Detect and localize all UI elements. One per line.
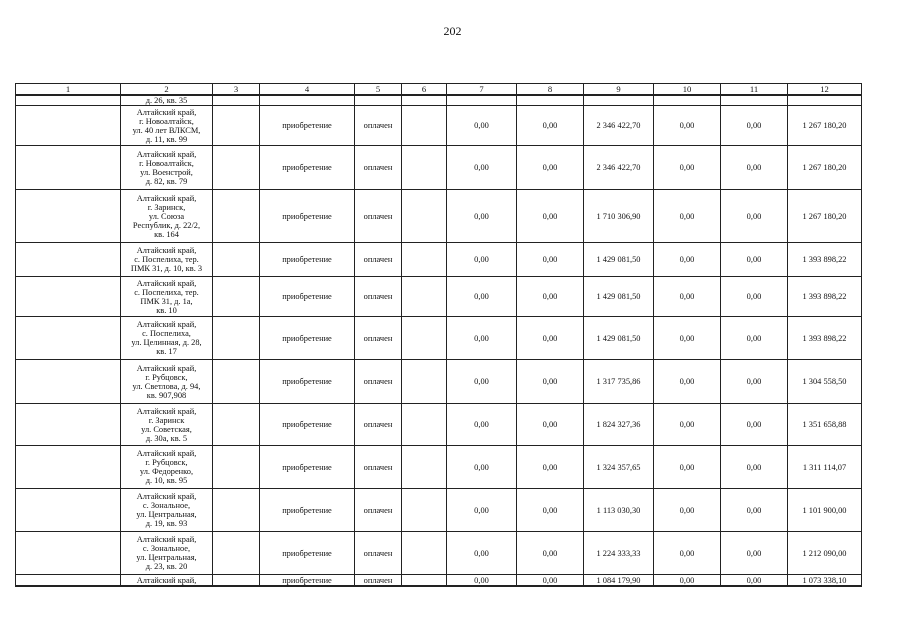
address-line: д. 19, кв. 93	[145, 519, 188, 528]
table-body	[16, 84, 862, 587]
address-line: ПМК 31, д. 1а,	[140, 296, 193, 306]
address-line: с. Зональное,	[142, 501, 191, 510]
cell-col-6	[402, 190, 447, 243]
amount-col-8: 0,00	[517, 106, 584, 146]
amount-col-8: 0,00	[517, 317, 584, 360]
table-row	[16, 317, 862, 360]
cell-col-3	[213, 360, 260, 404]
payment-status-cell: оплачен	[355, 146, 402, 190]
acquisition-type-cell: приобретение	[260, 360, 355, 404]
address-line: Алтайский край,	[136, 320, 197, 329]
amount-col-12: 1 393 898,22	[788, 243, 862, 277]
amount-col-11: 0,00	[721, 446, 788, 489]
table-row	[16, 277, 862, 317]
amount-col-9: 1 113 030,30	[584, 489, 654, 532]
amount-col-12: 1 073 338,10	[788, 575, 862, 587]
table-row	[16, 360, 862, 404]
address-cell	[121, 360, 213, 404]
payment-status-cell: оплачен	[355, 532, 402, 575]
table-row	[16, 404, 862, 446]
amount-col-10: 0,00	[654, 146, 721, 190]
address-line: ул. Целинная, д. 28,	[131, 338, 202, 347]
amount-col-12: 1 212 090,00	[788, 532, 862, 575]
address-cell	[121, 404, 213, 446]
address-line: ул. Военстрой,	[140, 167, 193, 177]
address-line: г. Новоалтайск,	[139, 116, 194, 126]
amount-col-7: 0,00	[447, 360, 517, 404]
cell	[654, 95, 721, 106]
amount-col-9: 1 824 327,36	[584, 404, 654, 446]
amount-col-9: 1 324 357,65	[584, 446, 654, 489]
table-row	[16, 190, 862, 243]
amount-col-9: 1 084 179,90	[584, 575, 654, 587]
address-line: г. Рубцовск,	[145, 372, 188, 382]
amount-col-7: 0,00	[447, 489, 517, 532]
cell-col-1	[16, 404, 121, 446]
cell-col-3	[213, 489, 260, 532]
column-number: 8	[517, 84, 584, 96]
cell	[213, 95, 260, 106]
address-line: д. 30а, кв. 5	[145, 433, 188, 443]
amount-col-11: 0,00	[721, 489, 788, 532]
address-line: Алтайский край,	[136, 193, 197, 203]
amount-col-10: 0,00	[654, 190, 721, 243]
amount-col-12: 1 311 114,07	[788, 446, 862, 489]
payment-status-cell: оплачен	[355, 243, 402, 277]
amount-col-12: 1 267 180,20	[788, 106, 862, 146]
amount-col-10: 0,00	[654, 446, 721, 489]
amount-col-11: 0,00	[721, 404, 788, 446]
column-number: 12	[788, 84, 862, 96]
address-line: ул. Союза	[148, 211, 185, 221]
amount-col-7: 0,00	[447, 575, 517, 587]
amount-col-12: 1 267 180,20	[788, 190, 862, 243]
address-cell	[121, 532, 213, 575]
cell-col-3	[213, 404, 260, 446]
address-line: г. Заринск,	[147, 202, 186, 212]
address-cell	[121, 446, 213, 489]
address-cell	[121, 317, 213, 360]
acquisition-type-cell: приобретение	[260, 243, 355, 277]
cell	[517, 95, 584, 106]
amount-col-7: 0,00	[447, 277, 517, 317]
column-number: 4	[260, 84, 355, 96]
address-line: Алтайский край,	[136, 575, 197, 585]
amount-col-11: 0,00	[721, 106, 788, 146]
amount-col-8: 0,00	[517, 532, 584, 575]
cell-col-3	[213, 106, 260, 146]
address-cell	[121, 243, 213, 277]
amount-col-9: 1 429 081,50	[584, 277, 654, 317]
cell-col-1	[16, 190, 121, 243]
amount-col-9: 1 429 081,50	[584, 243, 654, 277]
amount-col-8: 0,00	[517, 575, 584, 587]
table-row	[16, 575, 862, 587]
amount-col-9: 2 346 422,70	[584, 146, 654, 190]
cell-col-6	[402, 243, 447, 277]
table-row	[16, 532, 862, 575]
amount-col-9: 2 346 422,70	[584, 106, 654, 146]
amount-col-12: 1 101 900,00	[788, 489, 862, 532]
amount-col-11: 0,00	[721, 190, 788, 243]
address-line: д. 11, кв. 99	[145, 134, 188, 144]
cell	[584, 95, 654, 106]
acquisition-type-cell: приобретение	[260, 106, 355, 146]
amount-col-8: 0,00	[517, 146, 584, 190]
amount-col-12: 1 304 558,50	[788, 360, 862, 404]
amount-col-10: 0,00	[654, 489, 721, 532]
cell	[788, 95, 862, 106]
amount-col-10: 0,00	[654, 404, 721, 446]
cell-col-3	[213, 277, 260, 317]
amount-col-9: 1 710 306,90	[584, 190, 654, 243]
address-line: д. 10, кв. 95	[145, 476, 188, 485]
amount-col-7: 0,00	[447, 146, 517, 190]
acquisition-type-cell: приобретение	[260, 190, 355, 243]
cell-col-6	[402, 446, 447, 489]
cell	[402, 95, 447, 106]
acquisition-type-cell: приобретение	[260, 277, 355, 317]
cell-col-3	[213, 317, 260, 360]
cell-col-3	[213, 532, 260, 575]
amount-col-12: 1 267 180,20	[788, 146, 862, 190]
address-line: кв. 17	[156, 347, 177, 356]
amount-col-11: 0,00	[721, 277, 788, 317]
amount-col-8: 0,00	[517, 489, 584, 532]
acquisition-type-cell: приобретение	[260, 146, 355, 190]
column-number: 3	[213, 84, 260, 96]
amount-col-7: 0,00	[447, 404, 517, 446]
cell-col-6	[402, 146, 447, 190]
column-number: 7	[447, 84, 517, 96]
amount-col-12: 1 393 898,22	[788, 317, 862, 360]
address-line: с. Поспелиха,	[142, 329, 191, 338]
amount-col-8: 0,00	[517, 446, 584, 489]
amount-col-12: 1 393 898,22	[788, 277, 862, 317]
address-cell	[121, 277, 213, 317]
acquisition-type-cell: приобретение	[260, 446, 355, 489]
address-line: кв. 164	[154, 229, 179, 239]
address-line: Алтайский край,	[136, 107, 197, 117]
cell-col-3	[213, 243, 260, 277]
address-line: д. 82, кв. 79	[145, 176, 188, 186]
acquisition-type-cell: приобретение	[260, 532, 355, 575]
address-line: ул. Федоренко,	[139, 467, 194, 476]
table-row	[16, 489, 862, 532]
payment-status-cell: оплачен	[355, 317, 402, 360]
address-cell	[121, 146, 213, 190]
cell-col-1	[16, 277, 121, 317]
continued-row	[16, 95, 862, 106]
cell-col-1	[16, 575, 121, 587]
amount-col-7: 0,00	[447, 532, 517, 575]
amount-col-10: 0,00	[654, 277, 721, 317]
amount-col-9: 1 429 081,50	[584, 317, 654, 360]
cell-col-1	[16, 532, 121, 575]
amount-col-10: 0,00	[654, 532, 721, 575]
payment-status-cell: оплачен	[355, 277, 402, 317]
amount-col-10: 0,00	[654, 575, 721, 587]
address-line: ул. Светлова, д. 94,	[132, 381, 201, 391]
column-number-row	[16, 84, 862, 96]
column-number: 9	[584, 84, 654, 96]
amount-col-11: 0,00	[721, 360, 788, 404]
cell-col-6	[402, 106, 447, 146]
address-line: Республик, д. 22/2,	[132, 220, 201, 230]
amount-col-10: 0,00	[654, 317, 721, 360]
cell-col-3	[213, 446, 260, 489]
page-number: 202	[443, 24, 462, 38]
address-line: Алтайский край,	[136, 535, 197, 544]
cell-col-6	[402, 317, 447, 360]
address-line: д. 23, кв. 20	[145, 562, 188, 571]
cell	[447, 95, 517, 106]
cell-col-6	[402, 489, 447, 532]
column-number: 5	[355, 84, 402, 96]
address-cell	[121, 106, 213, 146]
table-row	[16, 243, 862, 277]
acquisition-type-cell: приобретение	[260, 317, 355, 360]
address-line: с. Поспелиха, тер.	[134, 287, 199, 297]
acquisition-type-cell: приобретение	[260, 404, 355, 446]
cell-col-1	[16, 146, 121, 190]
cell-col-1	[16, 106, 121, 146]
table-row	[16, 446, 862, 489]
register-table	[15, 83, 862, 587]
amount-col-8: 0,00	[517, 277, 584, 317]
table-row	[16, 146, 862, 190]
amount-col-7: 0,00	[447, 190, 517, 243]
amount-col-11: 0,00	[721, 243, 788, 277]
address-line: ул. Советская,	[141, 424, 192, 434]
cell-col-3	[213, 190, 260, 243]
address-line: с. Зональное,	[142, 544, 191, 553]
cell-col-1	[16, 317, 121, 360]
address-cell	[121, 190, 213, 243]
column-number: 2	[121, 84, 213, 96]
amount-col-7: 0,00	[447, 243, 517, 277]
amount-col-11: 0,00	[721, 575, 788, 587]
payment-status-cell: оплачен	[355, 190, 402, 243]
address-line: г. Рубцовск,	[145, 458, 188, 467]
address-line: ул. Центральная,	[136, 510, 197, 519]
address-line: Алтайский край,	[136, 363, 197, 373]
cell-col-1	[16, 446, 121, 489]
column-number: 6	[402, 84, 447, 96]
payment-status-cell: оплачен	[355, 446, 402, 489]
address-line: кв. 10	[156, 305, 177, 315]
cell-col-1	[16, 360, 121, 404]
cell-col-3	[213, 575, 260, 587]
amount-col-11: 0,00	[721, 317, 788, 360]
cell	[16, 95, 121, 106]
payment-status-cell: оплачен	[355, 106, 402, 146]
address-line: г. Заринск	[148, 415, 185, 425]
address-line: ПМК 31, д. 10, кв. 3	[130, 264, 203, 273]
amount-col-10: 0,00	[654, 243, 721, 277]
cell	[355, 95, 402, 106]
address-cell	[121, 575, 213, 587]
acquisition-type-cell: приобретение	[260, 489, 355, 532]
payment-status-cell: оплачен	[355, 489, 402, 532]
cell-col-6	[402, 277, 447, 317]
cell-col-1	[16, 243, 121, 277]
amount-col-7: 0,00	[447, 317, 517, 360]
amount-col-7: 0,00	[447, 106, 517, 146]
amount-col-11: 0,00	[721, 532, 788, 575]
cell-col-6	[402, 532, 447, 575]
amount-col-10: 0,00	[654, 360, 721, 404]
address-continuation: д. 26, кв. 35	[121, 95, 213, 106]
amount-col-8: 0,00	[517, 404, 584, 446]
amount-col-9: 1 317 735,86	[584, 360, 654, 404]
address-line: ул. Центральная,	[136, 553, 197, 562]
address-line: кв. 907,908	[146, 390, 187, 400]
table-row	[16, 106, 862, 146]
address-cell	[121, 489, 213, 532]
cell-col-6	[402, 404, 447, 446]
payment-status-cell: оплачен	[355, 575, 402, 587]
amount-col-10: 0,00	[654, 106, 721, 146]
amount-col-8: 0,00	[517, 190, 584, 243]
address-line: Алтайский край,	[136, 406, 197, 416]
column-number: 1	[16, 84, 121, 96]
amount-col-8: 0,00	[517, 243, 584, 277]
amount-col-11: 0,00	[721, 146, 788, 190]
amount-col-9: 1 224 333,33	[584, 532, 654, 575]
address-line: Алтайский край,	[136, 246, 197, 255]
amount-col-7: 0,00	[447, 446, 517, 489]
cell-col-3	[213, 146, 260, 190]
address-line: Алтайский край,	[136, 278, 197, 288]
cell-col-1	[16, 489, 121, 532]
address-line: Алтайский край,	[136, 449, 197, 458]
acquisition-type-cell: приобретение	[260, 575, 355, 587]
address-line: с. Поспелиха, тер.	[134, 255, 199, 264]
address-line: г. Новоалтайск,	[139, 158, 194, 168]
cell	[721, 95, 788, 106]
amount-col-8: 0,00	[517, 360, 584, 404]
column-number: 10	[654, 84, 721, 96]
amount-col-12: 1 351 658,88	[788, 404, 862, 446]
cell-col-6	[402, 360, 447, 404]
address-line: ул. 40 лет ВЛКСМ,	[132, 125, 201, 135]
payment-status-cell: оплачен	[355, 360, 402, 404]
payment-status-cell: оплачен	[355, 404, 402, 446]
address-line: Алтайский край,	[136, 492, 197, 501]
address-line: Алтайский край,	[136, 149, 197, 159]
cell	[260, 95, 355, 106]
column-number: 11	[721, 84, 788, 96]
cell-col-6	[402, 575, 447, 587]
